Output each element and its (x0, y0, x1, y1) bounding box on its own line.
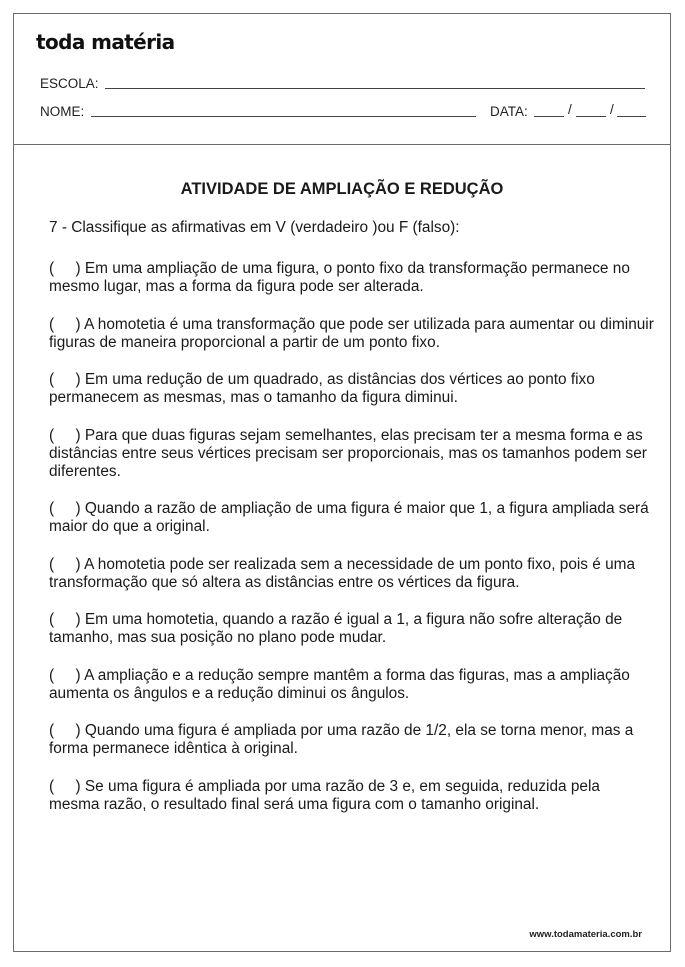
date-month-line[interactable] (576, 116, 606, 117)
statement-item (49, 611, 654, 647)
statement-item (49, 260, 654, 296)
date-day-line[interactable] (534, 116, 564, 117)
brand-logo: toda matéria (36, 30, 175, 54)
answer-blank[interactable]: ( ) (49, 722, 81, 739)
statement-text: A homotetia pode ser realizada sem a necessidade de um ponto fixo, pois é uma transformação que só altera as distâncias entre os vértices da figura. (49, 555, 636, 591)
answer-blank[interactable]: ( ) (49, 315, 81, 333)
name-label: NOME: (40, 104, 85, 119)
answer-blank[interactable]: ( ) (49, 371, 81, 388)
statement-item (49, 722, 654, 758)
statement-text: A homotetia é uma transformação que pode ser utilizada para aumentar ou diminuir figuras de maneira proporcional a partir de um ponto fixo. (49, 315, 654, 351)
answer-blank[interactable]: ( ) (49, 500, 81, 517)
statement-text: Em uma redução de um quadrado, as distâncias dos vértices ao ponto fixo permanecem as mesmas, mas o tamanho da figura diminui. (49, 371, 595, 406)
answer-blank[interactable]: ( ) (49, 426, 81, 444)
statement-item (49, 500, 654, 536)
worksheet-title: ATIVIDADE DE AMPLIAÇÃO E REDUÇÃO (180, 180, 504, 198)
answer-blank[interactable]: ( ) (49, 555, 81, 573)
statement-item (49, 427, 654, 481)
question-instruction: 7 - Classifique as afirmativas em V (verdadeiro )ou F (falso): (49, 219, 460, 236)
school-field-line[interactable] (105, 88, 645, 89)
date-separator: / (610, 102, 614, 117)
statement-item (49, 667, 654, 703)
statement-item (49, 371, 654, 407)
answer-blank[interactable]: ( ) (49, 611, 81, 628)
statement-text: Quando a razão de ampliação de uma figura é maior que 1, a figura ampliada será maior do que a original. (49, 500, 649, 535)
statement-text: Se uma figura é ampliada por uma razão de 3 e, em seguida, reduzida pela mesma razão, o resultado final será uma figura com o tamanho original. (49, 777, 600, 813)
name-field-line[interactable] (91, 116, 476, 117)
date-separator: / (568, 102, 572, 117)
statement-item (49, 316, 654, 352)
answer-blank[interactable]: ( ) (49, 666, 81, 684)
statement-text: Em uma homotetia, quando a razão é igual a 1, a figura não sofre alteração de tamanho, mas sua posição no plano pode mudar. (49, 611, 623, 646)
statement-item (49, 778, 654, 814)
school-label: ESCOLA: (40, 76, 99, 91)
statement-text: Para que duas figuras sejam semelhantes, elas precisam ter a mesma forma e as distâncias entre seus vértices precisam ser proporcionais, mas os tamanhos podem ser diferentes. (49, 426, 647, 480)
statement-text: A ampliação e a redução sempre mantêm a forma das figuras, mas a ampliação aumenta os ângulos e a redução diminui os ângulos. (49, 666, 630, 702)
statement-list (49, 260, 654, 833)
statement-item (49, 556, 654, 592)
answer-blank[interactable]: ( ) (49, 260, 81, 277)
footer-website: www.todamateria.com.br (529, 929, 642, 940)
date-label: DATA: (490, 104, 528, 119)
worksheet-page (13, 13, 671, 952)
statement-text: Em uma ampliação de uma figura, o ponto fixo da transformação permanece no mesmo lugar, mas a forma da figura pode ser alterada. (49, 260, 630, 295)
answer-blank[interactable]: ( ) (49, 777, 81, 795)
header-section (14, 14, 670, 145)
date-year-line[interactable] (617, 116, 646, 117)
statement-text: Quando uma figura é ampliada por uma razão de 1/2, ela se torna menor, mas a forma permanece idêntica à original. (49, 722, 634, 757)
